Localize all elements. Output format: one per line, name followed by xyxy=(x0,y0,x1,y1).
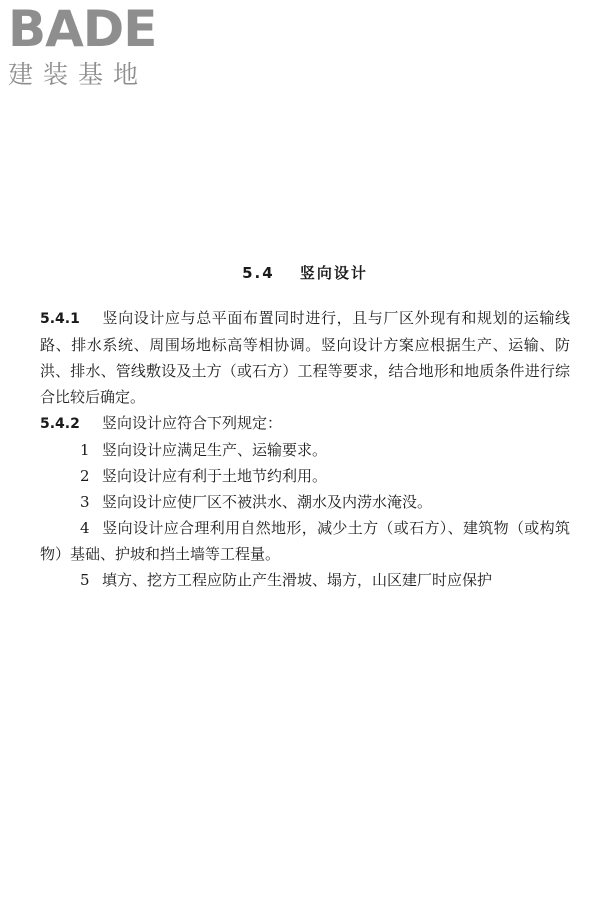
list-item xyxy=(40,489,570,515)
section-heading xyxy=(40,262,570,283)
item-text: 填方、挖方工程应防止产生滑坡、塌方，山区建厂时应保护 xyxy=(102,571,493,589)
item-number: 1 xyxy=(80,441,90,459)
clause-5-4-1 xyxy=(40,305,570,410)
item-number: 5 xyxy=(80,571,90,589)
logo-mark: BADE xyxy=(8,0,157,58)
item-number: 4 xyxy=(80,519,90,537)
list-item xyxy=(40,437,570,463)
list-item xyxy=(40,567,570,593)
item-text: 竖向设计应有利于土地节约利用。 xyxy=(102,467,328,485)
list-item xyxy=(40,515,570,567)
clause-5-4-2 xyxy=(40,410,570,437)
item-text: 竖向设计应合理利用自然地形，减少土方（或石方）、建筑物（或构筑物）基础、护坡和挡土墙等工程量。 xyxy=(40,519,570,563)
section-number: 5.4 xyxy=(242,264,275,282)
clause-number: 5.4.2 xyxy=(40,416,80,432)
clause-text: 竖向设计应符合下列规定： xyxy=(102,414,283,432)
watermark-logo xyxy=(8,0,178,89)
clause-number: 5.4.1 xyxy=(40,311,80,327)
logo-subtitle: 建装基地 xyxy=(8,60,149,89)
list-item xyxy=(40,463,570,489)
item-text: 竖向设计应满足生产、运输要求。 xyxy=(102,441,328,459)
clause-text: 竖向设计应与总平面布置同时进行，且与厂区外现有和规划的运输线路、排水系统、周围场地标高等相协调。竖向设计方案应根据生产、运输、防洪、排水、管线敷设及土方（或石方）工程等要求，结合地形和地质条件进行综合比较后确定。 xyxy=(40,309,570,406)
document-body xyxy=(40,262,570,593)
item-number: 2 xyxy=(80,467,90,485)
item-text: 竖向设计应使厂区不被洪水、潮水及内涝水淹没。 xyxy=(102,493,433,511)
section-title: 竖向设计 xyxy=(299,264,368,282)
item-number: 3 xyxy=(80,493,90,511)
